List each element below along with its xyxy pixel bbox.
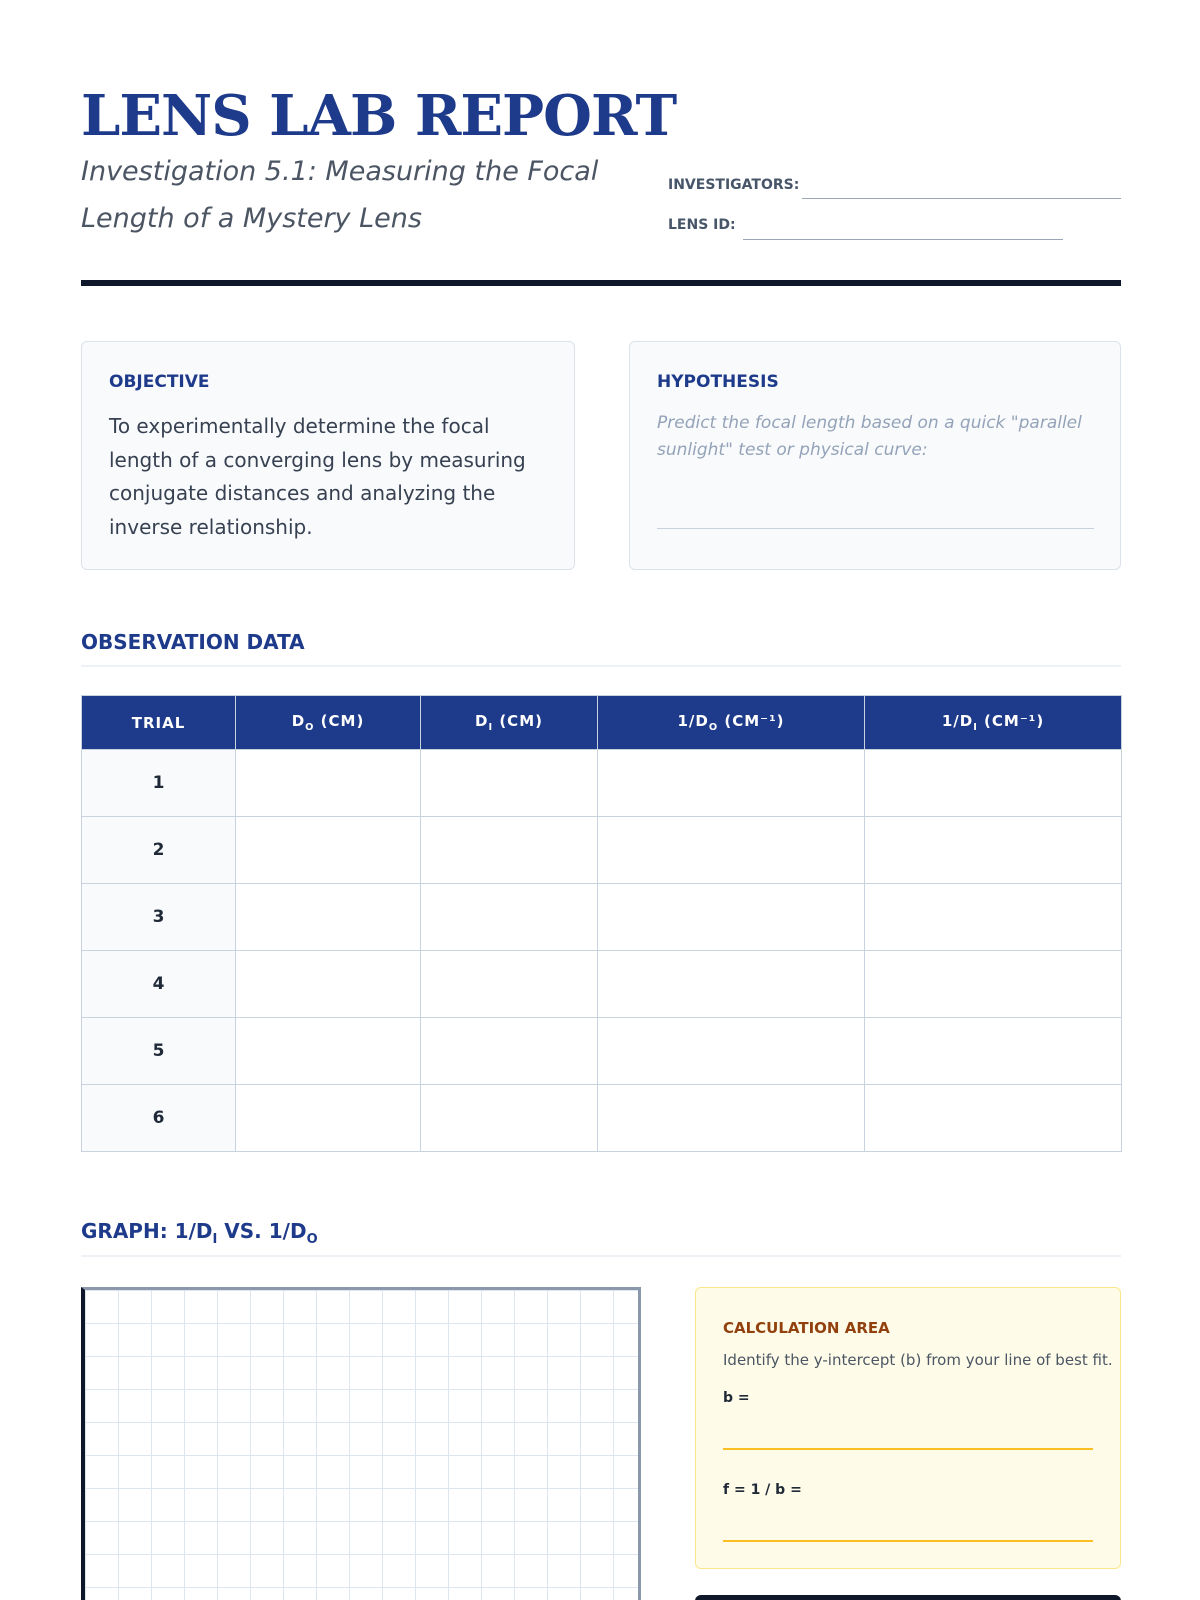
table-cell-input[interactable] — [236, 951, 421, 1018]
graph-divider — [81, 1255, 1121, 1257]
table-header-row — [82, 696, 1122, 750]
table-cell-input[interactable] — [865, 750, 1122, 817]
header-divider — [81, 280, 1121, 286]
report-title: LENS LAB REPORT — [81, 83, 677, 149]
column-header-inv-do: $1/D_O$ (CM⁻¹) — [598, 696, 865, 750]
table-cell-input[interactable] — [421, 951, 598, 1018]
trial-number: 4 — [82, 951, 236, 1018]
investigators-label: INVESTIGATORS: — [668, 177, 800, 193]
table-row — [82, 750, 1122, 817]
trial-number: 6 — [82, 1085, 236, 1152]
calculation-description: Identify the y-intercept (b) from your line of best fit. — [723, 1351, 1113, 1369]
graph-heading: GRAPH: $1/D_I$ VS. $1/D_O$ — [81, 1219, 318, 1247]
hypothesis-heading: HYPOTHESIS — [657, 372, 779, 392]
objective-heading: OBJECTIVE — [109, 372, 210, 392]
hypothesis-card — [629, 341, 1121, 570]
observation-table — [81, 695, 1122, 1152]
table-row — [82, 951, 1122, 1018]
table-cell-input[interactable] — [865, 1018, 1122, 1085]
table-row — [82, 817, 1122, 884]
table-cell-input[interactable] — [598, 750, 865, 817]
table-row — [82, 1018, 1122, 1085]
table-cell-input[interactable] — [236, 1085, 421, 1152]
table-cell-input[interactable] — [421, 750, 598, 817]
trial-number: 1 — [82, 750, 236, 817]
lens-id-label: LENS ID: — [668, 217, 736, 233]
hypothesis-prompt: Predict the focal length based on a quick "parallel sunlight" test or physical curve: — [657, 413, 1082, 460]
table-cell-input[interactable] — [421, 1085, 598, 1152]
table-cell-input[interactable] — [236, 884, 421, 951]
table-row — [82, 1085, 1122, 1152]
table-cell-input[interactable] — [421, 817, 598, 884]
hypothesis-answer-line[interactable] — [657, 528, 1094, 529]
next-panel-edge — [695, 1595, 1121, 1600]
table-cell-input[interactable] — [598, 1018, 865, 1085]
observation-divider — [81, 665, 1121, 667]
table-cell-input[interactable] — [236, 750, 421, 817]
column-header-di: $D_I$ (CM) — [421, 696, 598, 750]
objective-card — [81, 341, 575, 570]
table-cell-input[interactable] — [236, 817, 421, 884]
b-label: b = — [723, 1390, 750, 1406]
table-cell-input[interactable] — [598, 817, 865, 884]
trial-number: 3 — [82, 884, 236, 951]
f-label: f = 1 / b = — [723, 1482, 802, 1498]
table-cell-input[interactable] — [598, 1085, 865, 1152]
lens-id-field[interactable] — [743, 239, 1063, 240]
graph-paper[interactable] — [81, 1287, 641, 1600]
table-cell-input[interactable] — [598, 951, 865, 1018]
table-cell-input[interactable] — [865, 1085, 1122, 1152]
table-cell-input[interactable] — [421, 1018, 598, 1085]
table-cell-input[interactable] — [236, 1018, 421, 1085]
f-answer-line[interactable] — [723, 1540, 1093, 1542]
b-answer-line[interactable] — [723, 1448, 1093, 1450]
investigators-field[interactable] — [802, 198, 1121, 199]
table-row — [82, 884, 1122, 951]
column-header-do: $D_O$ (CM) — [236, 696, 421, 750]
table-cell-input[interactable] — [865, 884, 1122, 951]
table-cell-input[interactable] — [865, 817, 1122, 884]
observation-heading: OBSERVATION DATA — [81, 630, 305, 654]
column-header-inv-di: $1/D_I$ (CM⁻¹) — [865, 696, 1122, 750]
objective-text: To experimentally determine the focal length of a converging lens by measuring conjugate distances and analyzing the inverse relationship. — [109, 414, 526, 539]
trial-number: 5 — [82, 1018, 236, 1085]
table-cell-input[interactable] — [598, 884, 865, 951]
table-cell-input[interactable] — [865, 951, 1122, 1018]
calculation-heading: CALCULATION AREA — [723, 1319, 890, 1337]
table-cell-input[interactable] — [421, 884, 598, 951]
column-header-trial: TRIAL — [82, 696, 236, 750]
calculation-area — [695, 1287, 1121, 1569]
trial-number: 2 — [82, 817, 236, 884]
report-subtitle: Investigation 5.1: Measuring the Focal Length of a Mystery Lens — [81, 156, 599, 234]
